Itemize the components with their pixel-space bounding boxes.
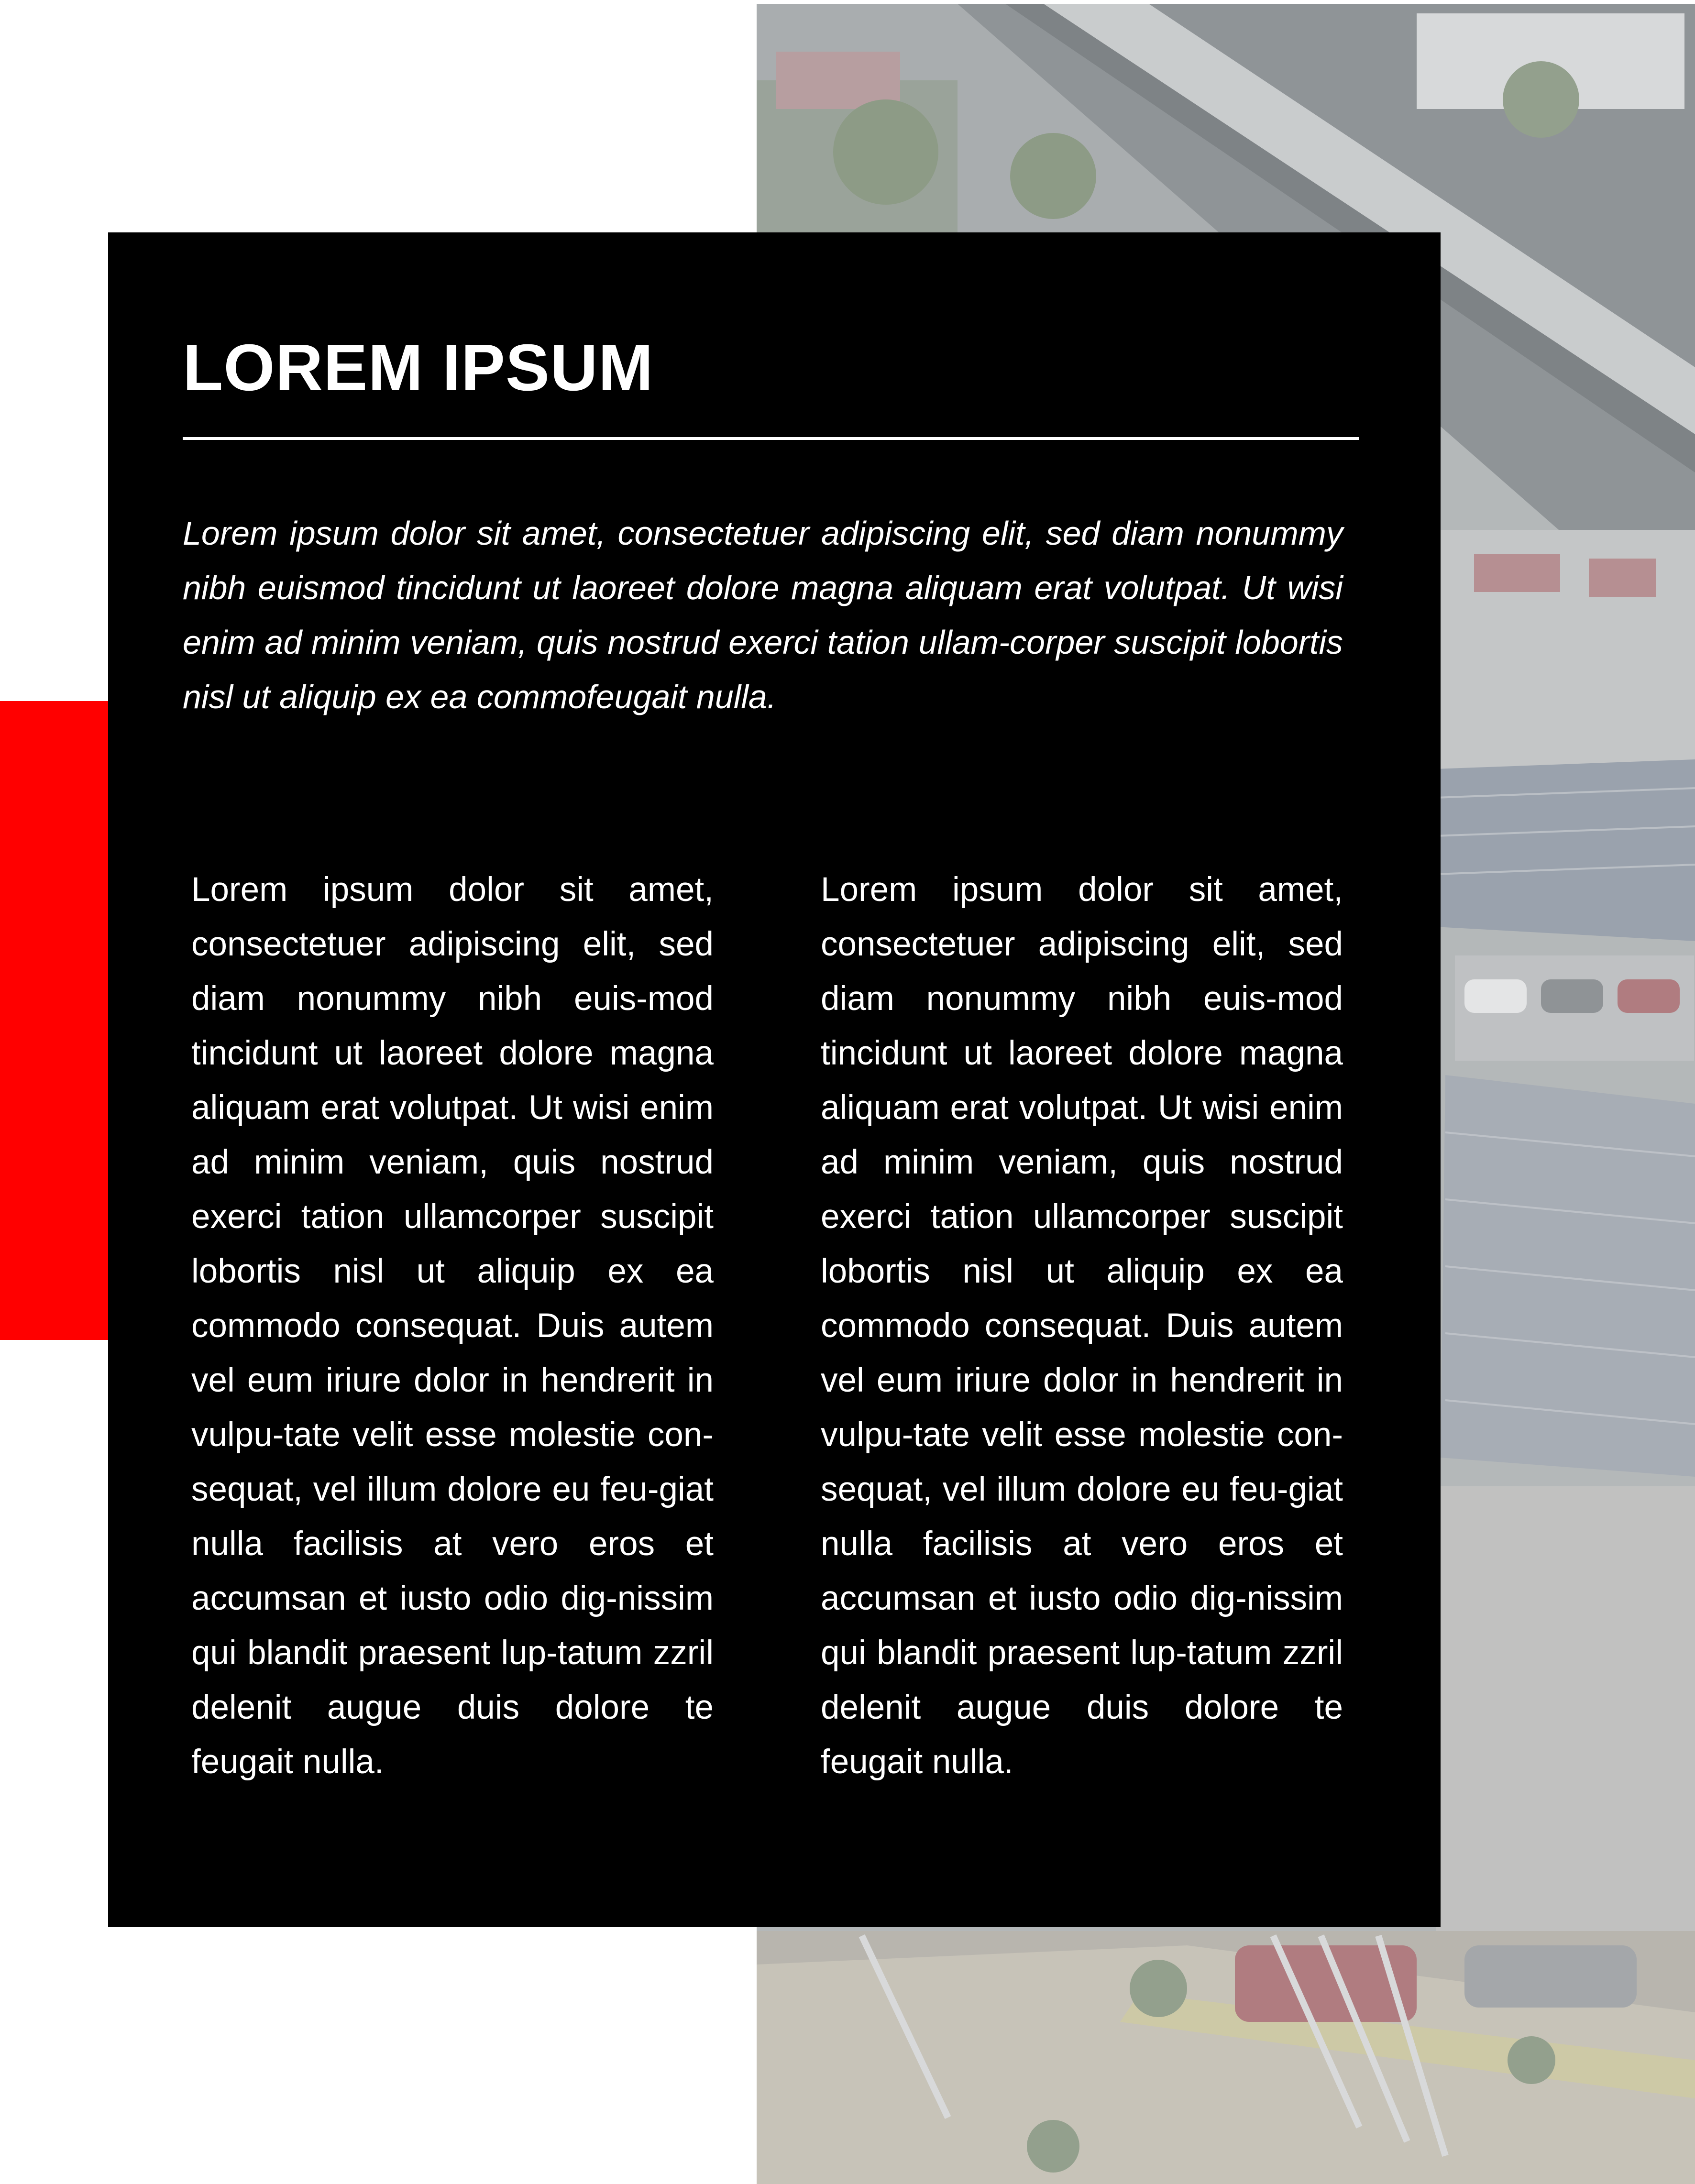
intro-paragraph: Lorem ipsum dolor sit amet, consectetuer adipiscing elit, sed diam nonummy nibh euismod tincidunt ut laoreet dolore magna aliquam erat volutpat. Ut wisi enim ad minim veniam, quis nostrud exerci tation ullam-corper suscipit lobortis nisl ut aliquip ex ea commofeugait nulla.: [183, 515, 1343, 715]
body-column-left: Lorem ipsum dolor sit amet, consectetuer adipiscing elit, sed diam nonummy nibh euis-mod tincidunt ut laoreet dolore magna aliquam erat volutpat. Ut wisi enim ad minim veniam, quis nostrud exerci tation ullamcorper suscipit lobortis nisl ut aliquip ex ea commodo consequat. Duis autem vel eum iriure dolor in hendrerit in vulpu-tate velit esse molestie con-sequat, vel illum dolore eu feu-giat nulla facilisis at vero eros et accumsan et iusto odio dig-nissim qui blandit praesent lup-tatum zzril delenit augue duis dolore te feugait nulla.: [191, 871, 714, 1781]
title-divider: [183, 437, 1359, 440]
red-accent-bar: [0, 701, 108, 1340]
page-title: LOREM IPSUM: [183, 331, 654, 405]
body-column-right: Lorem ipsum dolor sit amet, consectetuer adipiscing elit, sed diam nonummy nibh euis-mod tincidunt ut laoreet dolore magna aliquam erat volutpat. Ut wisi enim ad minim veniam, quis nostrud exerci tation ullamcorper suscipit lobortis nisl ut aliquip ex ea commodo consequat. Duis autem vel eum iriure dolor in hendrerit in vulpu-tate velit esse molestie con-sequat, vel illum dolore eu feu-giat nulla facilisis at vero eros et accumsan et iusto odio dig-nissim qui blandit praesent lup-tatum zzril delenit augue duis dolore te feugait nulla.: [821, 871, 1343, 1781]
content-panel: [108, 232, 1441, 1927]
